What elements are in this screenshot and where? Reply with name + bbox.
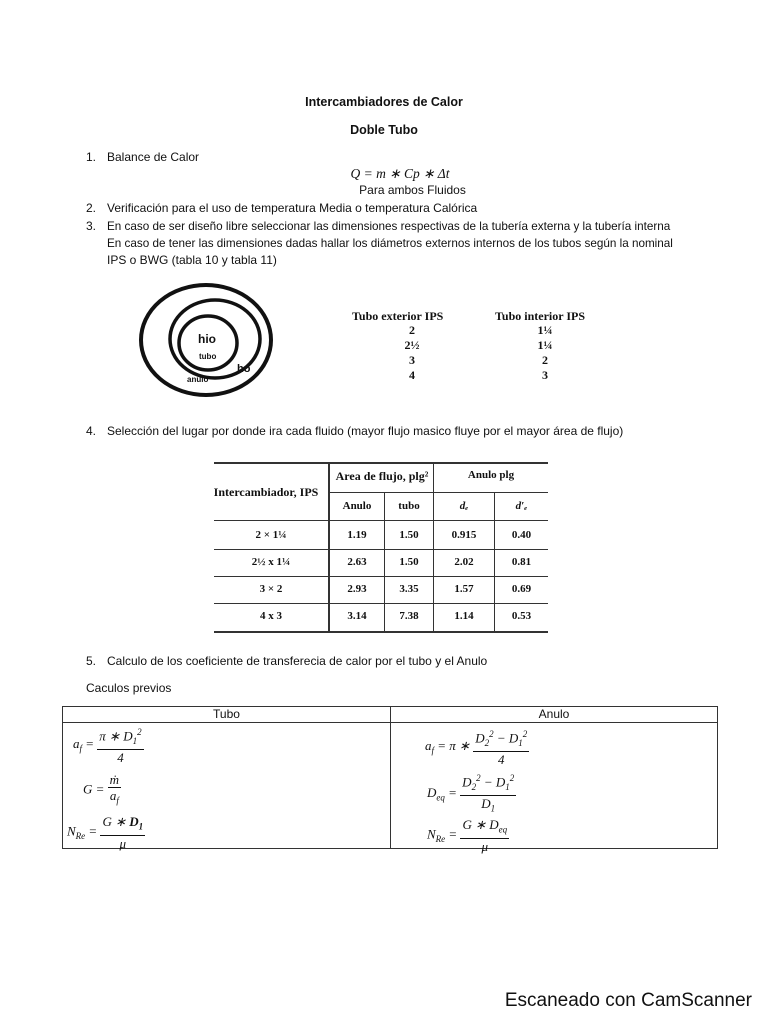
formula-G: G = $\frac{\text{ṁ}}{a_f}$ — [83, 772, 120, 806]
step-1-number: 1. — [86, 150, 97, 164]
ips-inner-3: 3 — [542, 368, 548, 382]
row-3-area-anulo: 3.14 — [347, 610, 367, 622]
subheader-tubo: tubo — [398, 500, 420, 512]
label-anulo: anulo — [187, 375, 209, 384]
ips-inner-2: 2 — [542, 353, 548, 367]
ips-outer-2: 3 — [409, 353, 415, 367]
row-1-area-tubo: 1.50 — [399, 556, 419, 568]
label-ho: ho — [237, 363, 251, 375]
formula-nre-tubo: $N_{Re}$ = $\frac{G ∗ D_1}{\mu}$ — [67, 814, 144, 851]
document-title: Intercambiadores de Calor — [305, 95, 463, 109]
formula-table — [62, 706, 718, 854]
step-2-text: Verificación para el uso de temperatura Media o temperatura Calórica — [107, 201, 478, 215]
row-1-de: 2.02 — [454, 556, 474, 568]
label-tubo: tubo — [199, 352, 217, 361]
row-1-de-prime: 0.81 — [511, 556, 532, 568]
anulo-header: Anulo plg — [467, 469, 515, 481]
formula-af-anulo: $a_f = \pi$ ∗ $\frac{D_2^2 - D_1^2}{4}$ — [425, 729, 528, 767]
previous-calcs-label: Caculos previos — [86, 681, 172, 695]
ips-inner-header: Tubo interior IPS — [495, 309, 586, 323]
row-3-de-prime: 0.53 — [511, 610, 532, 622]
step-3-extra-line-2: IPS o BWG (tabla 10 y tabla 11) — [107, 253, 277, 267]
step-3-extra-line-1: En caso de tener las dimensiones dadas hallar los diámetros externos internos de los tubos según la nominal — [107, 237, 673, 250]
exchanger-row-header: Intercambiador, IPS — [213, 485, 319, 499]
heat-balance-formula: Q = m ∗ Cp ∗ Δt — [350, 166, 450, 181]
row-2-de-prime: 0.69 — [511, 583, 532, 595]
step-3-text: En caso de ser diseño libre seleccionar las dimensiones respectivas de la tubería externa y la tubería interna — [107, 220, 671, 233]
area-header: Area de flujo, plg² — [335, 469, 429, 483]
row-3-area-tubo: 7.38 — [399, 610, 419, 622]
row-3-ips: 4 x 3 — [260, 610, 282, 622]
row-0-area-tubo: 1.50 — [399, 529, 419, 541]
formula-nre-anulo: $N_{Re}$ = $\frac{G ∗ D_{eq}}{\mu}$ — [427, 817, 508, 854]
row-0-de: 0.915 — [451, 529, 477, 541]
ips-outer-1: 2½ — [404, 338, 420, 352]
step-3-number: 3. — [86, 219, 97, 233]
formula-af-tubo: $a_f$ = $\frac{\pi ∗ D_1^2}{4}$ — [73, 727, 142, 765]
formula-header-anulo: Anulo — [538, 707, 570, 721]
subheader-de-prime: d′ₑ — [515, 500, 528, 512]
step-5-number: 5. — [86, 654, 97, 668]
ips-inner-0: 1¼ — [537, 323, 553, 337]
formula-header-tubo: Tubo — [213, 707, 240, 721]
step-2-number: 2. — [86, 201, 97, 215]
row-2-ips: 3 × 2 — [259, 583, 283, 595]
row-1-area-anulo: 2.63 — [347, 556, 367, 568]
row-3-de: 1.14 — [454, 610, 474, 622]
row-0-ips: 2 × 1¼ — [255, 529, 287, 541]
formula-deq: $D_{eq}$ = $\frac{D_2^2 - D_1^2}{D_1}$ — [427, 773, 515, 814]
ips-outer-3: 4 — [409, 368, 415, 382]
document-subtitle: Doble Tubo — [350, 123, 418, 137]
ips-outer-header: Tubo exterior IPS — [352, 309, 444, 323]
row-0-de-prime: 0.40 — [511, 529, 532, 541]
row-1-ips: 2½ x 1¼ — [251, 556, 291, 568]
step-4-text: Selección del lugar por donde ira cada fluido (mayor flujo masico fluye por el mayor área de flujo) — [107, 424, 624, 438]
subheader-anulo: Anulo — [342, 500, 372, 512]
subheader-de: dₑ — [459, 500, 469, 512]
ips-inner-1: 1¼ — [537, 338, 553, 352]
row-2-area-tubo: 3.35 — [399, 583, 419, 595]
label-hio: hio — [198, 332, 216, 346]
step-5-text: Calculo de los coeficiente de transferecia de calor por el tubo y el Anulo — [107, 654, 488, 668]
step-1-text: Balance de Calor — [107, 150, 200, 164]
row-2-area-anulo: 2.93 — [347, 583, 367, 595]
heat-balance-note: Para ambos Fluidos — [359, 183, 466, 197]
row-2-de: 1.57 — [454, 583, 474, 595]
camscanner-footer: Escaneado con CamScanner — [504, 990, 752, 1011]
ips-outer-0: 2 — [409, 323, 415, 337]
row-0-area-anulo: 1.19 — [347, 529, 367, 541]
step-4-number: 4. — [86, 424, 97, 438]
